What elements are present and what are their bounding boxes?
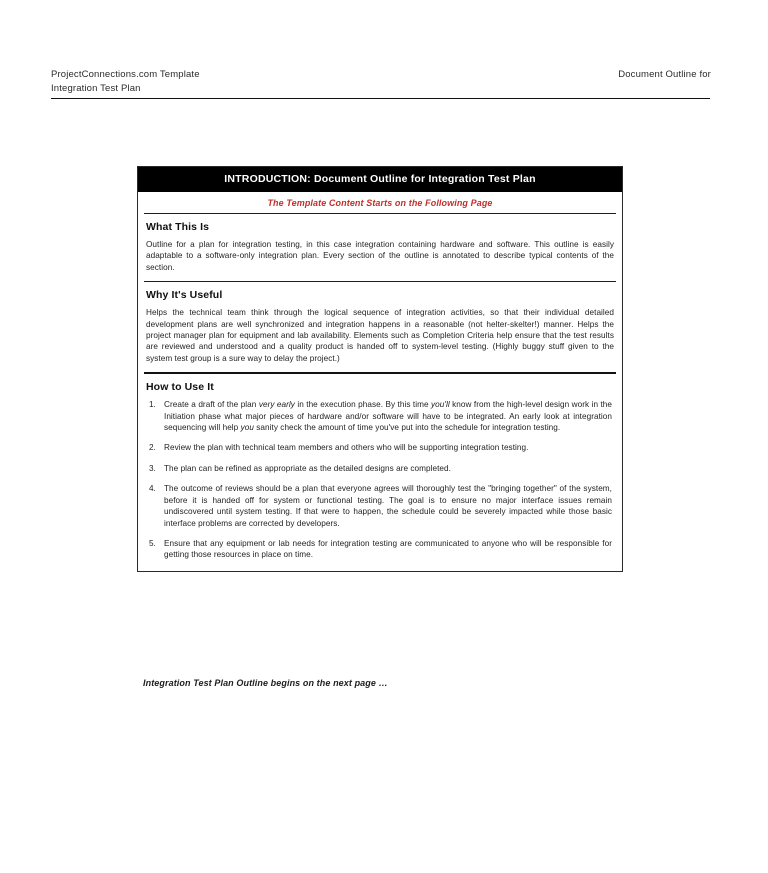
document-running-header <box>51 68 711 95</box>
item1-pre: Create a draft of the plan <box>164 400 259 410</box>
section-heading: Why It's Useful <box>146 289 223 302</box>
item1-emphasis-2: you'll <box>431 400 450 410</box>
section-paragraph: Outline for a plan for integration testing, in this case integration containing hardware and software. This outline is easily adaptable to a software-only integration plan. Every section of the outline is annotated to describe typical contents of the section. <box>146 240 614 272</box>
section-heading: How to Use It <box>146 381 214 394</box>
section-heading: What This Is <box>146 221 210 233</box>
list-item <box>146 538 614 561</box>
list-item-number: 1. <box>149 400 156 410</box>
item1-mid-1: in the execution phase. By this time <box>294 400 431 410</box>
list-item-number: 2. <box>149 443 156 453</box>
section-why-its-useful <box>138 282 622 372</box>
footer-continuation-note: Integration Test Plan Outline begins on the next page … <box>143 678 388 688</box>
list-item-text: The outcome of reviews should be a plan that everyone agrees will thoroughly test the "bringing together" of the system, before it is handed off for system or functional testing. The goal is to ensure no major interface issues remain undiscovered until system testing. If that were to happen, the schedule could be severely impacted while those basic interface problems are corrected by developers. <box>164 484 612 528</box>
list-item <box>146 463 614 474</box>
list-item <box>146 483 614 529</box>
header-divider-rule <box>51 98 710 99</box>
introduction-box <box>137 166 623 572</box>
list-item-text: The plan can be refined as appropriate as the detailed designs are completed. <box>164 463 451 473</box>
introduction-subtitle: The Template Content Starts on the Following Page <box>267 198 493 208</box>
header-document-name: Integration Test Plan <box>51 82 141 94</box>
list-item <box>146 442 614 453</box>
header-right-label: Document Outline for <box>618 69 711 80</box>
list-item-text: Review the plan with technical team members and others who will be supporting integration testing. <box>164 443 529 453</box>
item1-emphasis-1: very early <box>258 400 295 410</box>
section-how-to-use-it <box>138 374 622 570</box>
list-item <box>146 399 614 433</box>
item1-mid-2: know from the high-level design work in the Initiation phase what major pieces of hardware and/or software will have to be integrated. An early look at integration sequencing will help <box>164 400 613 433</box>
header-template-name: ProjectConnections.com Template <box>51 69 200 80</box>
header-left-block <box>51 68 200 95</box>
section-what-this-is <box>138 214 622 281</box>
item1-emphasis-3: you <box>240 423 254 433</box>
list-item-number: 5. <box>149 538 156 548</box>
list-item-text: Ensure that any equipment or lab needs for integration testing are communicated to anyone who will be responsible for getting those resources in place on time. <box>164 538 612 560</box>
list-item-number: 3. <box>149 463 156 473</box>
list-item-text <box>164 399 614 433</box>
section-paragraph: Helps the technical team think through the logical sequence of integration activities, so that their individual detailed development plans are well synchronized and integration happens in a reasonable (not helter-skelter!) manner. Helps the project manager plan for equipment and lab availability. Elements such as Completion Criteria help ensure that the test results are reviewed and understood and a quality product is handed off to system-level testing. (Highly buggy stuff given to the system test group is a sure way to delay the project.) <box>146 308 614 363</box>
item1-post: sanity check the amount of time you've put into the schedule for integration testing. <box>253 423 561 433</box>
list-item-number: 4. <box>149 484 156 494</box>
how-to-use-list <box>146 399 614 560</box>
introduction-title-bar: INTRODUCTION: Document Outline for Integration Test Plan <box>138 167 622 192</box>
